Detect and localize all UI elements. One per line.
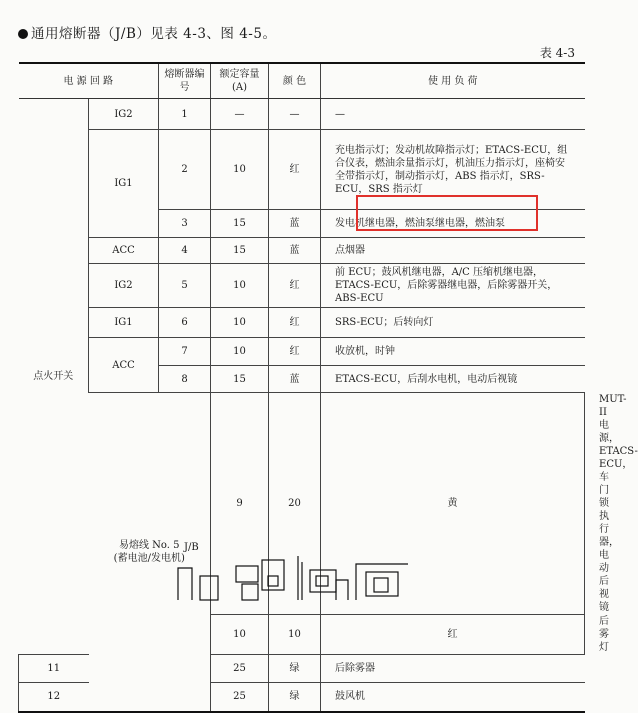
color-cell: 红 [269, 308, 321, 338]
load-cell: 发电机继电器，燃油泵继电器，燃油泵 [321, 210, 585, 238]
rating-cell: 20 [269, 393, 321, 615]
color-cell: 黄 [321, 393, 585, 615]
color-cell: 红 [269, 338, 321, 366]
bullet-icon [18, 29, 28, 39]
jb-outline-mid [336, 580, 348, 600]
table-row: 10 10 红 后雾灯 [19, 615, 585, 655]
table-header-row [19, 63, 585, 99]
figure-label: J/B [184, 542, 199, 553]
load-cell: SRS-ECU；后转向灯 [321, 308, 585, 338]
rating-cell: 10 [211, 338, 269, 366]
table-row [19, 308, 585, 338]
rating-cell: 10 [269, 615, 321, 655]
fuse-no-cell: 11 [19, 655, 89, 683]
rating-cell: 25 [211, 655, 269, 683]
jb-fuse-slot [242, 584, 258, 600]
rating-cell: 10 [211, 308, 269, 338]
fuse-table [18, 62, 638, 713]
jb-fuse-slot [374, 578, 388, 592]
color-cell: 蓝 [269, 210, 321, 238]
color-cell: — [269, 99, 321, 130]
rating-cell: 25 [211, 683, 269, 712]
rating-cell: — [211, 99, 269, 130]
color-cell: 红 [269, 130, 321, 210]
load-cell: 鼓风机 [321, 683, 585, 712]
header-fuse-no: 熔断器编号 [159, 63, 211, 99]
fuse-no-cell: 12 [19, 683, 89, 712]
header-circuit: 电 源 回 路 [19, 63, 159, 99]
rating-cell: 15 [211, 238, 269, 264]
fuse-no-cell: 5 [159, 264, 211, 308]
rating-cell: 10 [211, 264, 269, 308]
table-row: 易熔线 No. 5 (蓄电池/发电机) 9 20 黄 MUT-II 电源，ETACS-ECU，车门锁执行器，电动后视镜 [19, 393, 585, 615]
table-row [19, 264, 585, 308]
circuit-cell: ACC [89, 338, 159, 393]
circuit-cell: ACC [89, 238, 159, 264]
jb-outline-right [356, 564, 408, 600]
color-cell: 红 [269, 264, 321, 308]
jb-fuse-slot [200, 576, 218, 600]
rating-cell: 10 [211, 130, 269, 210]
load-cell: 前 ECU；鼓风机继电器，A/C 压缩机继电器，ETACS-ECU，后除雾器继电器，后除雾器开关，ABS-ECU [321, 264, 585, 308]
heading-text: 通用熔断器（J/B）见表 4-3、图 4-5。 [31, 26, 277, 42]
section-heading [18, 22, 276, 42]
color-cell: 红 [321, 615, 585, 655]
color-cell: 蓝 [269, 238, 321, 264]
jb-fuse-slot [268, 576, 278, 586]
circuit-cell: IG2 [89, 99, 159, 130]
fuse-no-cell: 9 [211, 393, 269, 615]
junction-block-diagram [178, 556, 418, 600]
load-cell: 充电指示灯；发动机故障指示灯；ETACS-ECU，组合仪表，燃油余量指示灯，机油压力指示灯，座椅安全带指示灯，制动指示灯，ABS 指示灯，SRS-ECU，SRS 指示灯 [321, 130, 585, 210]
header-load: 使 用 负 荷 [321, 63, 585, 99]
group-fusible-link: 易熔线 No. 5 (蓄电池/发电机) [113, 539, 185, 564]
group-ignition-switch: 点火开关 [33, 371, 74, 382]
fuse-no-cell: 7 [159, 338, 211, 366]
header-color: 颜 色 [269, 63, 321, 99]
circuit-cell: IG1 [89, 308, 159, 338]
fuse-no-cell: 8 [159, 366, 211, 393]
load-cell: — [321, 99, 585, 130]
color-cell: 绿 [269, 655, 321, 683]
fuse-no-cell: 4 [159, 238, 211, 264]
fuse-no-cell: 6 [159, 308, 211, 338]
fuse-no-cell: 3 [159, 210, 211, 238]
fuse-no-cell: 1 [159, 99, 211, 130]
jb-connector [236, 566, 258, 582]
color-cell: 蓝 [269, 366, 321, 393]
load-cell: 收放机，时钟 [321, 338, 585, 366]
jb-fuse-slot [316, 576, 328, 586]
table-row [19, 238, 585, 264]
load-cell: 点烟器 [321, 238, 585, 264]
rating-cell: 15 [211, 210, 269, 238]
table-number: 表 4-3 [539, 46, 575, 60]
fuse-no-cell: 10 [211, 615, 269, 655]
jb-connector [310, 570, 336, 592]
rating-cell: 15 [211, 366, 269, 393]
table-row [19, 99, 585, 130]
color-cell: 绿 [269, 683, 321, 712]
header-rating: 额定容量 (A) [211, 63, 269, 99]
highlight-box [356, 195, 538, 231]
load-cell: 后除雾器 [321, 655, 585, 683]
fuse-no-cell: 2 [159, 130, 211, 210]
circuit-cell: IG1 [89, 130, 159, 238]
jb-divider [298, 556, 302, 600]
jb-outline-left [178, 568, 192, 600]
circuit-cell: IG2 [89, 264, 159, 308]
load-cell: ETACS-ECU，后刮水电机，电动后视镜 [321, 366, 585, 393]
table-row [19, 338, 585, 366]
